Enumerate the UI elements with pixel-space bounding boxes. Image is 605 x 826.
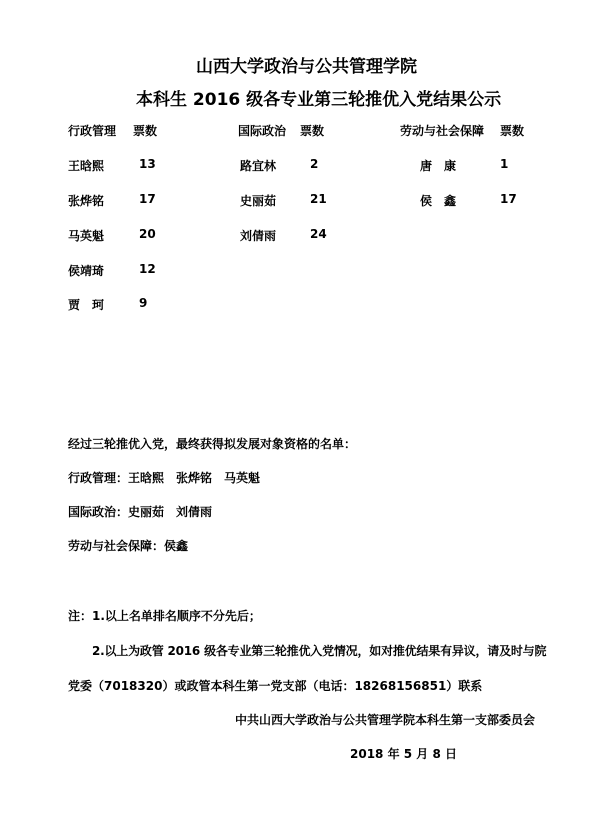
summary-intro: 经过三轮推优入党，最终获得拟发展对象资格的名单： bbox=[68, 437, 357, 451]
col-intl-header-name: 国际政治 bbox=[238, 124, 287, 138]
table-cell-name: 史丽茹 bbox=[240, 194, 277, 208]
signature: 中共山西大学政治与公共管理学院本科生第一支部委员会 bbox=[235, 713, 536, 727]
result-intl: 国际政治：史丽茹 刘倩雨 bbox=[68, 505, 213, 519]
table-cell-votes: 9 bbox=[139, 296, 148, 310]
table-cell-name: 刘倩雨 bbox=[240, 229, 277, 243]
table-cell-votes: 24 bbox=[310, 227, 327, 241]
result-labor: 劳动与社会保障：侯鑫 bbox=[68, 539, 189, 553]
table-cell-name: 张烨铭 bbox=[68, 194, 105, 208]
table-cell-votes: 2 bbox=[310, 157, 319, 171]
col-intl-header-votes: 票数 bbox=[300, 124, 325, 138]
note-line-2: 2.以上为政管 2016 级各专业第三轮推优入党情况，如对推优结果有异议，请及时与院 bbox=[92, 644, 547, 658]
result-admin: 行政管理：王晗熙 张烨铭 马英魁 bbox=[68, 471, 261, 485]
date: 2018 年 5 月 8 日 bbox=[350, 747, 457, 761]
table-cell-name: 贾 珂 bbox=[68, 298, 105, 312]
table-cell-votes: 1 bbox=[500, 157, 509, 171]
col-labor-header-name: 劳动与社会保障 bbox=[400, 124, 485, 138]
table-cell-votes: 13 bbox=[139, 157, 156, 171]
document-title: 山西大学政治与公共管理学院 bbox=[196, 57, 417, 77]
table-cell-name: 侯靖琦 bbox=[68, 264, 105, 278]
table-cell-name: 侯 鑫 bbox=[420, 194, 457, 208]
table-cell-name: 路宜林 bbox=[240, 159, 277, 173]
table-cell-name: 王晗熙 bbox=[68, 159, 105, 173]
table-cell-name: 唐 康 bbox=[420, 159, 457, 173]
document-subtitle: 本科生 2016 级各专业第三轮推优入党结果公示 bbox=[136, 90, 502, 110]
table-cell-votes: 17 bbox=[139, 192, 156, 206]
table-cell-name: 马英魁 bbox=[68, 229, 105, 243]
table-cell-votes: 20 bbox=[139, 227, 156, 241]
col-labor-header-votes: 票数 bbox=[500, 124, 525, 138]
note-line-3: 党委（7018320）或政管本科生第一党支部（电话：18268156851）联系 bbox=[68, 679, 483, 693]
col-admin-header-votes: 票数 bbox=[133, 124, 158, 138]
col-admin-header-name: 行政管理 bbox=[68, 124, 117, 138]
table-cell-votes: 12 bbox=[139, 262, 156, 276]
table-cell-votes: 21 bbox=[310, 192, 327, 206]
table-cell-votes: 17 bbox=[500, 192, 517, 206]
note-line-1: 注：1.以上名单排名顺序不分先后； bbox=[68, 609, 261, 623]
